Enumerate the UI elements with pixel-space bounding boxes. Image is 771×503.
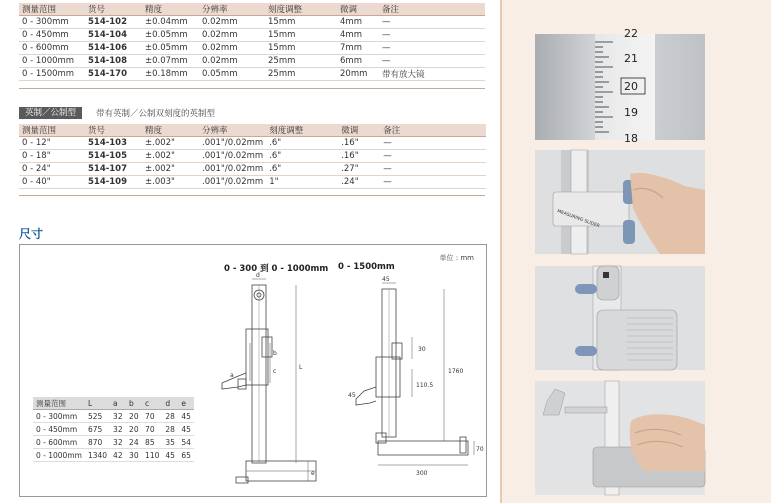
photo-hand-slider	[535, 150, 705, 254]
inch-cell: 514-107	[85, 163, 142, 176]
dimension-cell: 35	[162, 436, 178, 449]
inch-cell: .6"	[266, 137, 338, 150]
dimension-cell: 0 - 450mm	[33, 423, 85, 436]
metric-spec-table	[19, 3, 485, 81]
brand-label: MEASURING SLIDER	[556, 209, 601, 230]
metric-cell: ±0.05mm	[142, 29, 199, 42]
dimension-header-6: e	[178, 397, 194, 410]
inch-cell: —	[380, 176, 486, 189]
inch-cell: .24"	[338, 176, 380, 189]
table-row	[33, 436, 194, 449]
dimension-cell: 85	[142, 436, 162, 449]
ruler-number-4: 18	[624, 132, 638, 145]
metric-cell: ±0.18mm	[142, 68, 199, 81]
dimensions-title: 尺寸	[19, 227, 44, 241]
dimension-header-4: c	[142, 397, 162, 410]
metric-cell: 514-170	[85, 68, 142, 81]
dimension-cell: 675	[85, 423, 110, 436]
ruler-number-1: 21	[624, 52, 638, 65]
metric-cell: 0.02mm	[199, 16, 265, 29]
metric-cell: ±0.07mm	[142, 55, 199, 68]
inch-cell: ±.003"	[142, 176, 199, 189]
inch-spec-table	[19, 124, 486, 189]
dimension-cell: 870	[85, 436, 110, 449]
inch-section-header	[19, 107, 215, 119]
metric-cell: 0 - 600mm	[19, 42, 85, 55]
dimension-header-1: L	[85, 397, 110, 410]
inch-header-row	[19, 124, 486, 137]
label-70: 70	[476, 446, 484, 453]
dimension-cell: 54	[178, 436, 194, 449]
dimension-header-0: 测量范围	[33, 397, 85, 410]
metric-cell: 25mm	[265, 68, 337, 81]
dimension-cell: 0 - 300mm	[33, 410, 85, 423]
dimension-cell: 70	[142, 423, 162, 436]
dimension-cell: 32	[110, 436, 126, 449]
inch-cell: 0 - 24"	[19, 163, 85, 176]
table-row	[19, 42, 485, 55]
inch-cell: —	[380, 163, 486, 176]
table-row	[19, 176, 486, 189]
metric-cell: 6mm	[337, 55, 379, 68]
metric-cell: 0.02mm	[199, 42, 265, 55]
dimension-cell: 28	[162, 410, 178, 423]
panel-divider	[500, 0, 502, 503]
metric-cell: ±0.04mm	[142, 16, 199, 29]
unit-label: 单位 : mm	[439, 254, 474, 262]
inch-cell: .6"	[266, 163, 338, 176]
label-d: d	[256, 272, 260, 279]
metric-cell: 0.02mm	[199, 55, 265, 68]
inch-cell: 0 - 40"	[19, 176, 85, 189]
inch-cell: 514-109	[85, 176, 142, 189]
metric-cell: 25mm	[265, 55, 337, 68]
dimension-cell: 24	[126, 436, 142, 449]
inch-header-0: 测量范围	[19, 124, 85, 137]
label-L: L	[299, 364, 303, 371]
metric-header-3: 分辨率	[199, 3, 265, 16]
label-45-top: 45	[382, 276, 390, 283]
metric-header-0: 测量范围	[19, 3, 85, 16]
metric-cell: —	[379, 42, 485, 55]
table-row	[19, 55, 485, 68]
inch-cell: —	[380, 137, 486, 150]
dimension-cell: 20	[126, 423, 142, 436]
label-b: b	[273, 350, 277, 357]
table-row	[19, 29, 485, 42]
metric-header-2: 精度	[142, 3, 199, 16]
inch-section-tag: 英制／公制型	[19, 107, 82, 119]
metric-table-end-line	[19, 88, 485, 89]
table-row	[33, 449, 194, 462]
label-45-side: 45	[348, 392, 356, 399]
table-row	[19, 16, 485, 29]
label-a: a	[230, 372, 234, 379]
metric-cell: 0 - 1500mm	[19, 68, 85, 81]
table-row	[19, 68, 485, 81]
metric-cell: ±0.05mm	[142, 42, 199, 55]
ruler-number-0: 22	[624, 27, 638, 40]
photo-scale-closeup	[535, 27, 705, 145]
inch-cell: —	[380, 150, 486, 163]
dimension-cell: 42	[110, 449, 126, 462]
dimension-cell: 0 - 1000mm	[33, 449, 85, 462]
inch-cell: 0 - 18"	[19, 150, 85, 163]
inch-section-description: 带有英制／公制双刻度的英制型	[96, 109, 216, 119]
metric-cell: 7mm	[337, 42, 379, 55]
dimension-header-3: b	[126, 397, 142, 410]
label-e: e	[311, 470, 315, 477]
inch-header-2: 精度	[142, 124, 199, 137]
table-row	[33, 410, 194, 423]
dimension-cell: 70	[142, 410, 162, 423]
inch-cell: .27"	[338, 163, 380, 176]
dimension-cell: 20	[126, 410, 142, 423]
metric-cell: 15mm	[265, 29, 337, 42]
inch-cell: ±.002"	[142, 137, 199, 150]
dimension-header-row	[33, 397, 194, 410]
inch-table-end-line	[19, 195, 485, 196]
metric-cell: 514-108	[85, 55, 142, 68]
inch-cell: 514-103	[85, 137, 142, 150]
metric-cell: 4mm	[337, 29, 379, 42]
dimension-header-2: a	[110, 397, 126, 410]
metric-header-5: 微调	[337, 3, 379, 16]
inch-body	[19, 137, 486, 189]
dimension-cell: 0 - 600mm	[33, 436, 85, 449]
dimension-cell: 32	[110, 410, 126, 423]
dimension-cell: 525	[85, 410, 110, 423]
label-c: c	[273, 368, 277, 375]
metric-cell: —	[379, 16, 485, 29]
metric-cell: 带有放大镜	[379, 68, 485, 81]
inch-header-3: 分辨率	[199, 124, 266, 137]
metric-cell: 0.02mm	[199, 29, 265, 42]
table-row	[19, 163, 486, 176]
dimension-cell: 45	[162, 449, 178, 462]
drawing-right	[320, 273, 484, 495]
metric-header-1: 货号	[85, 3, 142, 16]
inch-cell: ±.002"	[142, 163, 199, 176]
inch-cell: ±.002"	[142, 150, 199, 163]
inch-header-6: 备注	[380, 124, 486, 137]
metric-cell: 15mm	[265, 16, 337, 29]
metric-cell: 514-106	[85, 42, 142, 55]
dimension-cell: 45	[178, 423, 194, 436]
dimension-cell: 65	[178, 449, 194, 462]
metric-cell: 0 - 450mm	[19, 29, 85, 42]
inch-cell: 0 - 12"	[19, 137, 85, 150]
dimensions-box	[19, 244, 487, 497]
metric-cell: 20mm	[337, 68, 379, 81]
caption-left: 0 - 300 到 0 - 1000mm	[224, 264, 329, 274]
table-row	[19, 137, 486, 150]
inch-cell: .001"/0.02mm	[199, 176, 266, 189]
ruler-number-3: 19	[624, 106, 638, 119]
photo-hand-base	[535, 381, 705, 495]
inch-cell: .16"	[338, 150, 380, 163]
inch-cell: .6"	[266, 150, 338, 163]
label-1760: 1760	[448, 368, 464, 375]
metric-cell: 0 - 300mm	[19, 16, 85, 29]
metric-cell: —	[379, 55, 485, 68]
ruler-number-2: 20	[624, 80, 638, 93]
dimension-cell: 45	[178, 410, 194, 423]
inch-cell: .16"	[338, 137, 380, 150]
photo-slider-block	[535, 266, 705, 370]
metric-cell: 514-102	[85, 16, 142, 29]
inch-header-4: 刻度调整	[266, 124, 338, 137]
dimension-cell: 110	[142, 449, 162, 462]
label-30: 30	[418, 346, 426, 353]
metric-cell: —	[379, 29, 485, 42]
metric-header-6: 备注	[379, 3, 485, 16]
dimension-cell: 28	[162, 423, 178, 436]
caption-right: 0 - 1500mm	[338, 262, 395, 272]
label-300: 300	[416, 470, 428, 477]
dimension-cell: 1340	[85, 449, 110, 462]
inch-cell: .001"/0.02mm	[199, 150, 266, 163]
metric-cell: 0 - 1000mm	[19, 55, 85, 68]
dimension-body	[33, 410, 194, 462]
metric-header-row	[19, 3, 485, 16]
table-row	[33, 423, 194, 436]
inch-header-5: 微调	[338, 124, 380, 137]
inch-cell: 1"	[266, 176, 338, 189]
inch-cell: 514-105	[85, 150, 142, 163]
metric-body	[19, 16, 485, 81]
inch-cell: .001"/0.02mm	[199, 163, 266, 176]
dimension-cell: 32	[110, 423, 126, 436]
metric-header-4: 刻度调整	[265, 3, 337, 16]
metric-cell: 4mm	[337, 16, 379, 29]
table-row	[19, 150, 486, 163]
inch-header-1: 货号	[85, 124, 142, 137]
metric-cell: 15mm	[265, 42, 337, 55]
metric-cell: 0.05mm	[199, 68, 265, 81]
metric-cell: 514-104	[85, 29, 142, 42]
label-110: 110.5	[416, 382, 434, 389]
dimension-header-5: d	[162, 397, 178, 410]
drawing-left	[216, 273, 326, 495]
dimension-table	[33, 397, 194, 462]
dimension-cell: 30	[126, 449, 142, 462]
inch-cell: .001"/0.02mm	[199, 137, 266, 150]
